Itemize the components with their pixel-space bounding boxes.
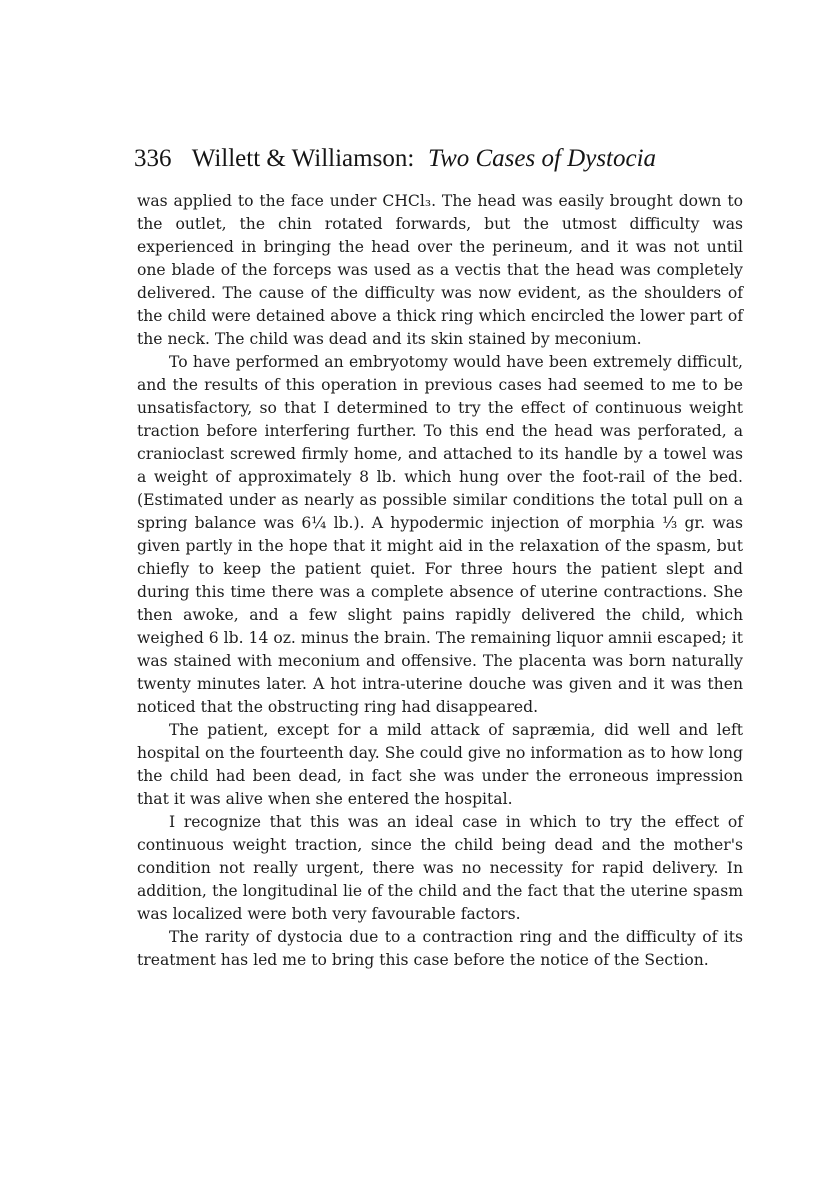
paragraph-rarity: The rarity of dystocia due to a contraction ring and the difficulty of its treatment has led me to bring this case before the notice of the Section. [137,928,743,969]
paragraph-ideal-case: I recognize that this was an ideal case in which to try the effect of continuous weight traction, since the child being dead and the mother's condition not really urgent, there was no necessity for rapid delivery. In addition, the longitudinal lie of the child and the fact that the uterine spasm was localized were both very favourable factors. [137,813,743,923]
page-number: 336 [134,145,172,172]
body-text [137,190,743,972]
running-head-title: Two Cases of Dystocia [428,145,657,172]
paragraph-recovery: The patient, except for a mild attack of sapræmia, did well and left hospital on the fourteenth day. She could give no information as to how long the child had been dead, in fact she was under the erroneous impression that it was alive when she entered the hospital. [137,721,743,808]
paragraph-embryotomy: To have performed an embryotomy would have been extremely difficult, and the results of this operation in previous cases had seemed to me to be unsatisfactory, so that I determined to try the effect of continuous weight traction before interfering further. To this end the head was perforated, a cranioclast screwed firmly home, and attached to its handle by a towel was a weight of approximately 8 lb. which hung over the foot-rail of the bed. (Estimated under as nearly as possible similar conditions the total pull on a spring balance was 6¼ lb.). A hypodermic injection of morphia ⅓ gr. was given partly in the hope that it might aid in the relaxation of the spasm, but chiefly to keep the patient quiet. For three hours the patient slept and during this time there was a complete absence of uterine contractions. She then awoke, and a few slight pains rapidly delivered the child, which weighed 6 lb. 14 oz. minus the brain. The remaining liquor amnii escaped; it was stained with meconium and offensive. The placenta was born naturally twenty minutes later. A hot intra-uterine douche was given and it was then noticed that the obstructing ring had disappeared. [137,353,743,716]
running-head [134,145,754,177]
paragraph-continuation: was applied to the face under CHCl₃. The head was easily brought down to the outlet, the chin rotated forwards, but the utmost difficulty was experienced in bringing the head over the perineum, and it was not until one blade of the forceps was used as a vectis that the head was completely delivered. The cause of the difficulty was now evident, as the shoulders of the child were detained above a thick ring which encircled the lower part of the neck. The child was dead and its skin stained by meconium. [137,192,743,348]
running-head-authors: Willett & Williamson: [191,145,415,172]
